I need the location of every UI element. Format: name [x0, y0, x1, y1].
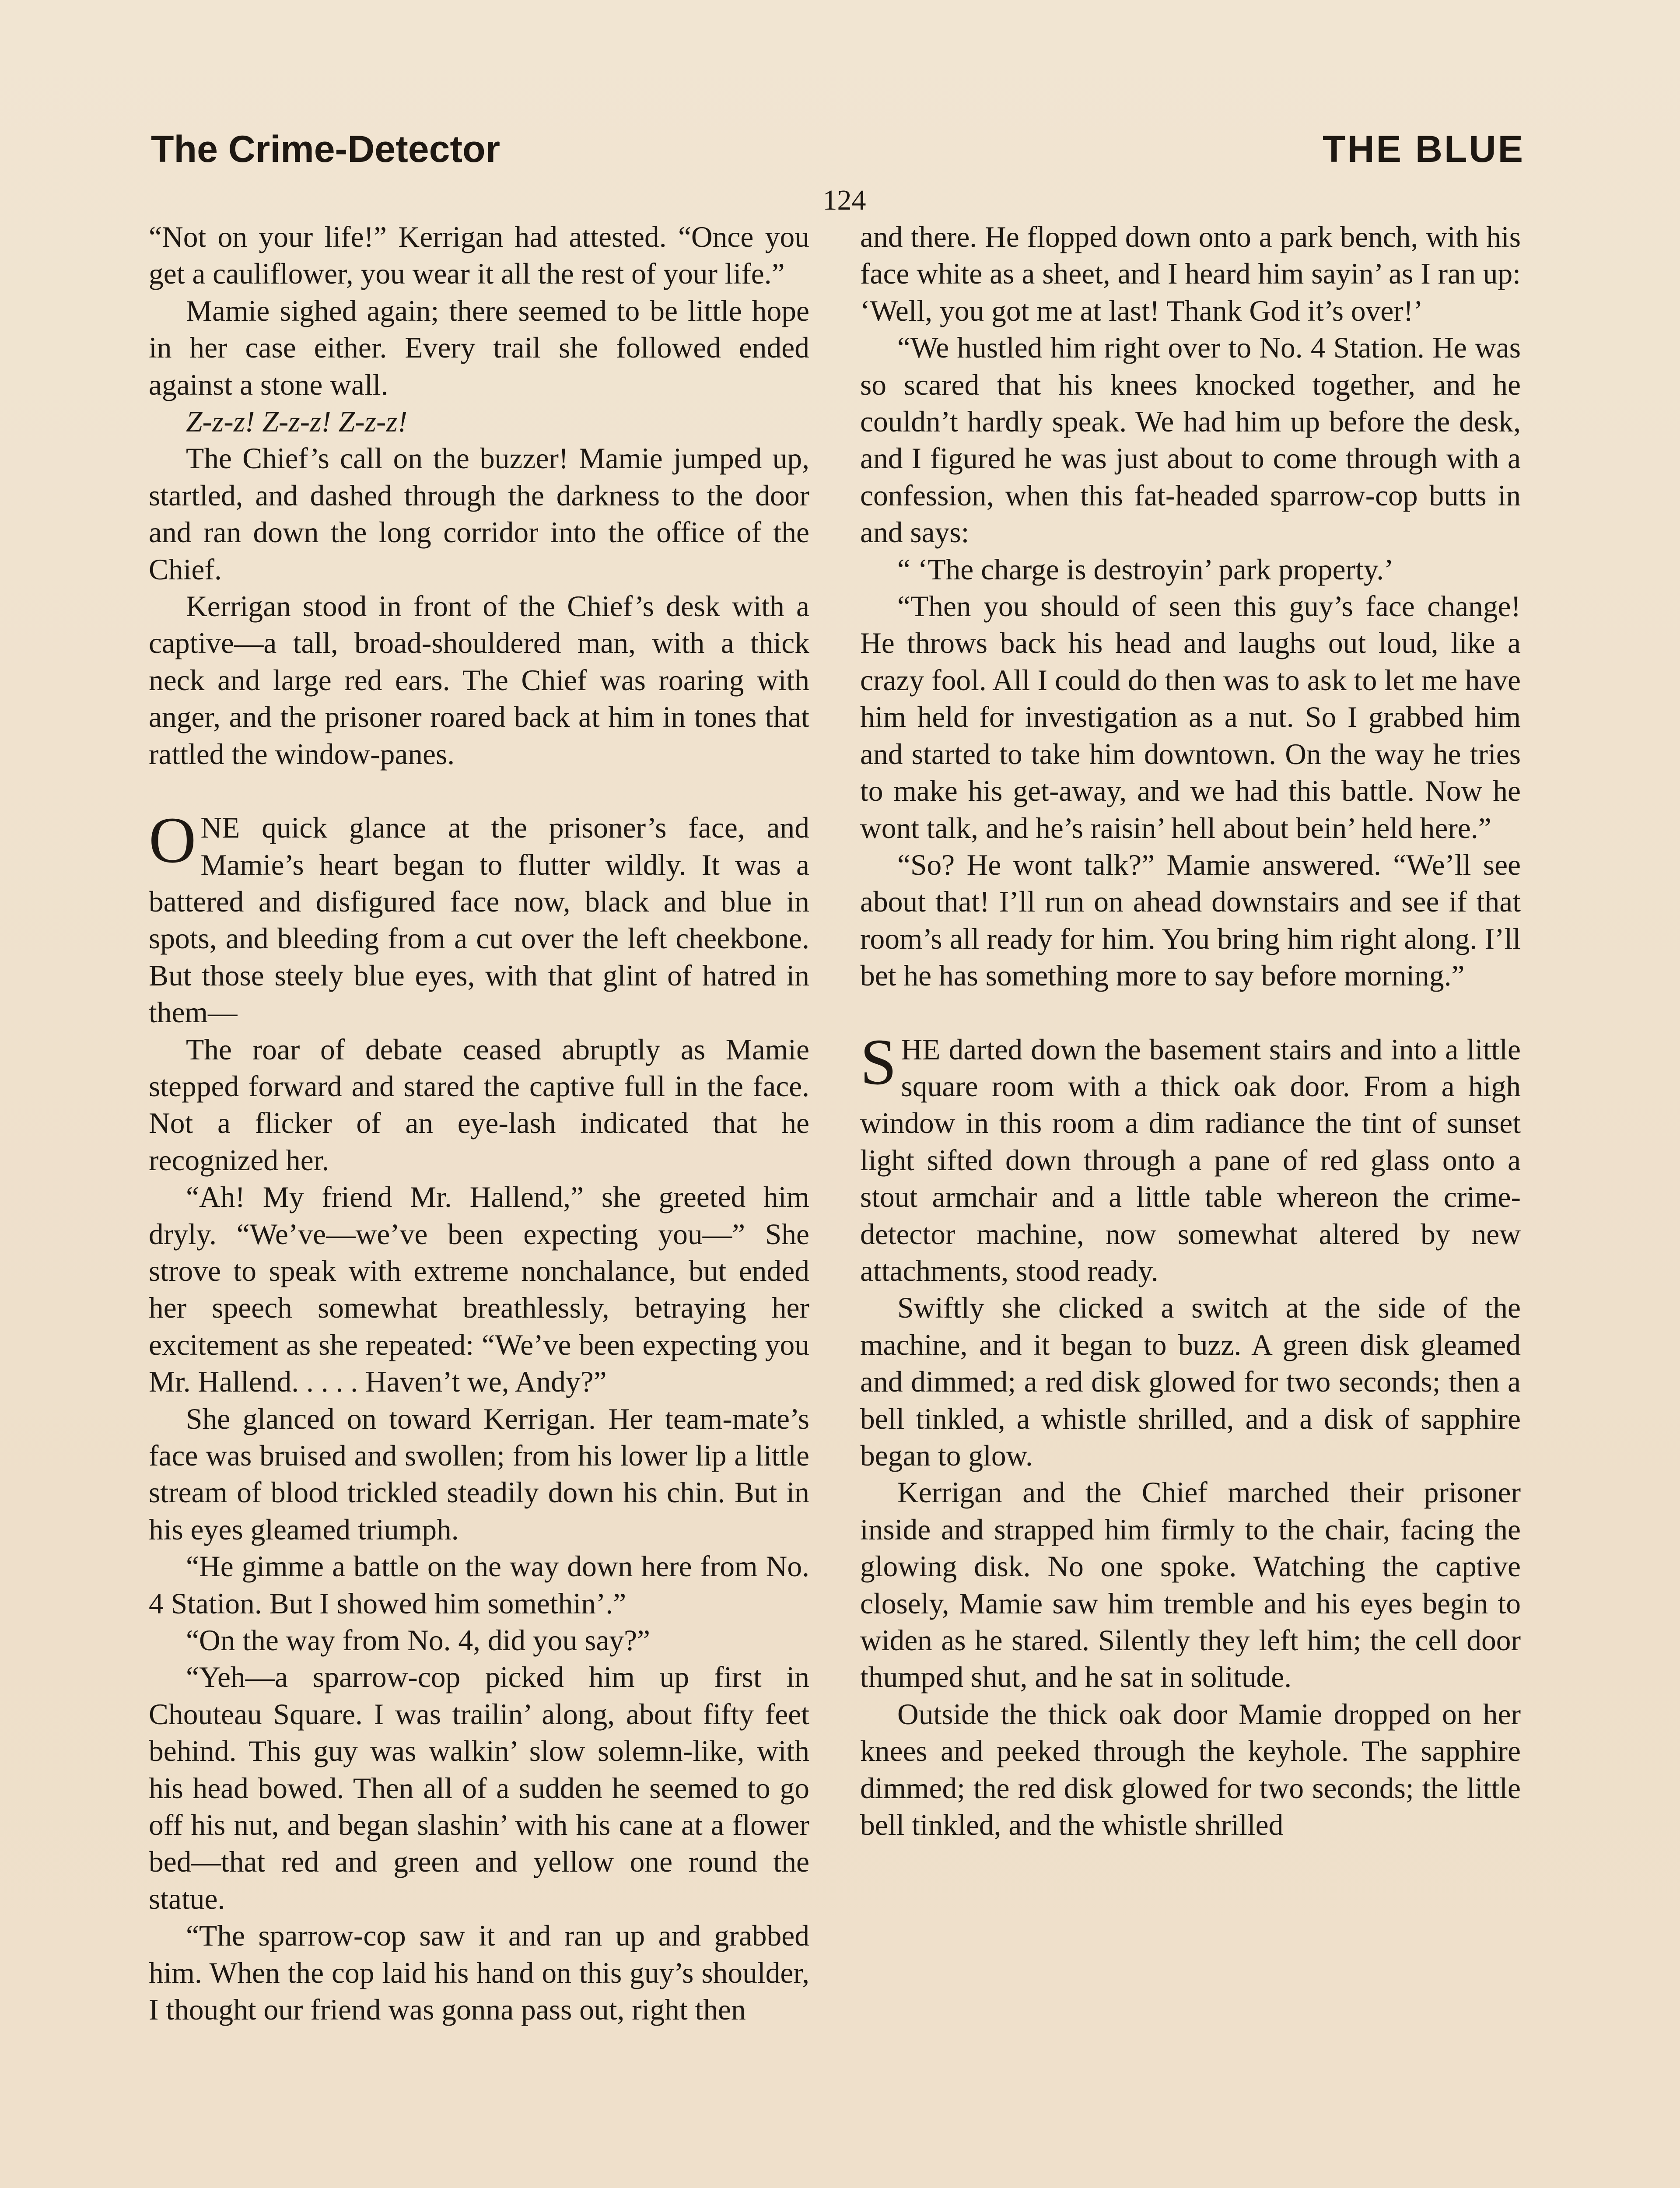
- paragraph: Kerrigan and the Chief marched their prisoner inside and strapped him firmly to the chair, facing the glowing disk. No one spoke. Watching the captive closely, Mamie saw him tremble and his eyes begin to widen as he stared. Silently they left him; the cell door thumped shut, and he sat in solitude.: [860, 1476, 1521, 1694]
- drop-cap: S: [860, 1025, 897, 1098]
- page-number: 124: [822, 184, 866, 216]
- paragraph: She glanced on toward Kerrigan. Her team-mate’s face was bruised and swollen; from his lower lip a little stream of blood trickled steadily down his chin. But in his eyes gleamed triumph.: [149, 1402, 809, 1546]
- paragraph: “On the way from No. 4, did you say?”: [186, 1624, 650, 1657]
- running-head-magazine-title: THE BLUE: [1323, 128, 1525, 170]
- paragraph-text: NE quick glance at the prisoner’s face, and Mamie’s heart began to flutter wildly. It was a battered and disfigured face now, black and blue in spots, and bleeding from a cut over the left cheekbone. But those steely blue eyes, with that glint of hatred in them—: [149, 811, 809, 1029]
- paragraph: “The sparrow-cop saw it and ran up and grabbed him. When the cop laid his hand on this guy’s shoulder, I thought our friend was gonna pass out, right then: [149, 1919, 809, 2027]
- paragraph-with-drop-cap: [860, 1025, 1521, 1290]
- paragraph: The roar of debate ceased abruptly as Mamie stepped forward and stared the captive full in the face. Not a flicker of an eye-lash indicated that he recognized her.: [149, 1033, 809, 1177]
- paragraph: “He gimme a battle on the way down here from No. 4 Station. But I showed him somethin’.”: [149, 1550, 809, 1620]
- running-head-story-title: The Crime-Detector: [151, 128, 500, 170]
- paragraph: Swiftly she clicked a switch at the side of the machine, and it began to buzz. A green disk gleamed and dimmed; a red disk glowed for two seconds; then a bell tinkled, a whistle shrilled, and a disk of sapphire began to glow.: [860, 1291, 1521, 1472]
- paragraph: and there. He flopped down onto a park bench, with his face white as a sheet, and I heard him sayin’ as I ran up: ‘Well, you got me at last! Thank God it’s over!’: [860, 221, 1521, 327]
- paragraph: The Chief’s call on the buzzer! Mamie jumped up, startled, and dashed through the darkness to the door and ran down the long corridor into the office of the Chief.: [149, 442, 809, 586]
- drop-cap: O: [149, 804, 196, 877]
- paragraph: Outside the thick oak door Mamie dropped on her knees and peeked through the keyhole. The sapphire dimmed; the red disk glowed for two seconds; the little bell tinkled, and the whistle shrilled: [860, 1697, 1521, 1842]
- paragraph: “Not on your life!” Kerrigan had attested. “Once you get a cauliflower, you wear it all the rest of your life.”: [149, 221, 809, 291]
- paragraph: “So? He wont talk?” Mamie answered. “We’ll see about that! I’ll run on ahead downstairs and see if that room’s all ready for him. You bring him right along. I’ll bet he has something more to say before morning.”: [860, 848, 1521, 992]
- paragraph: “ ‘The charge is destroyin’ park property.’: [897, 553, 1394, 586]
- buzzer-sound-line: Z-z-z! Z-z-z! Z-z-z!: [186, 405, 408, 438]
- paragraph: “Then you should of seen this guy’s face change! He throws back his head and laughs out loud, like a crazy fool. All I could do then was to ask to let me have him held for investigation as a nut. So I grabbed him and started to take him downtown. On the way he tries to make his get-away, and we had this battle. Now he wont talk, and he’s raisin’ hell about bein’ held here.”: [860, 590, 1521, 845]
- paragraph: “We hustled him right over to No. 4 Station. He was so scared that his knees knocked together, and he couldn’t hardly speak. We had him up before the desk, and I figured he was just about to come through with a confession, when this fat-headed sparrow-cop butts in and says:: [860, 331, 1521, 549]
- paragraph: “Ah! My friend Mr. Hallend,” she greeted him dryly. “We’ve—we’ve been expecting you—” She strove to speak with extreme nonchalance, but ended her speech somewhat breathlessly, betraying her excitement as she repeated: “We’ve been expecting you Mr. Hallend. . . . . Haven’t we, Andy?”: [149, 1181, 809, 1399]
- paragraph-with-drop-cap: [149, 804, 809, 1031]
- paragraph: “Yeh—a sparrow-cop picked him up first in Chouteau Square. I was trailin’ along, about fifty feet behind. This guy was walkin’ slow solemn-like, with his head bowed. Then all of a sudden he seemed to go off his nut, and began slashin’ with his cane at a flower bed—that red and green and yellow one round the statue.: [149, 1661, 809, 1915]
- paragraph: Kerrigan stood in front of the Chief’s desk with a captive—a tall, broad-shouldered man, with a thick neck and large red ears. The Chief was roaring with anger, and the prisoner roared back at him in tones that rattled the window-panes.: [149, 590, 809, 771]
- right-text-column: [860, 219, 1521, 1844]
- paragraph: Mamie sighed again; there seemed to be little hope in her case either. Every trail she followed ended against a stone wall.: [149, 294, 809, 401]
- paragraph-text: HE darted down the basement stairs and into a little square room with a thick oak door. From a high window in this room a dim radiance the tint of sunset light sifted down through a pane of red glass onto a stout armchair and a little table whereon the crime-detector machine, now somewhat altered by new attachments, stood ready.: [860, 1033, 1521, 1287]
- left-text-column: [149, 219, 809, 2029]
